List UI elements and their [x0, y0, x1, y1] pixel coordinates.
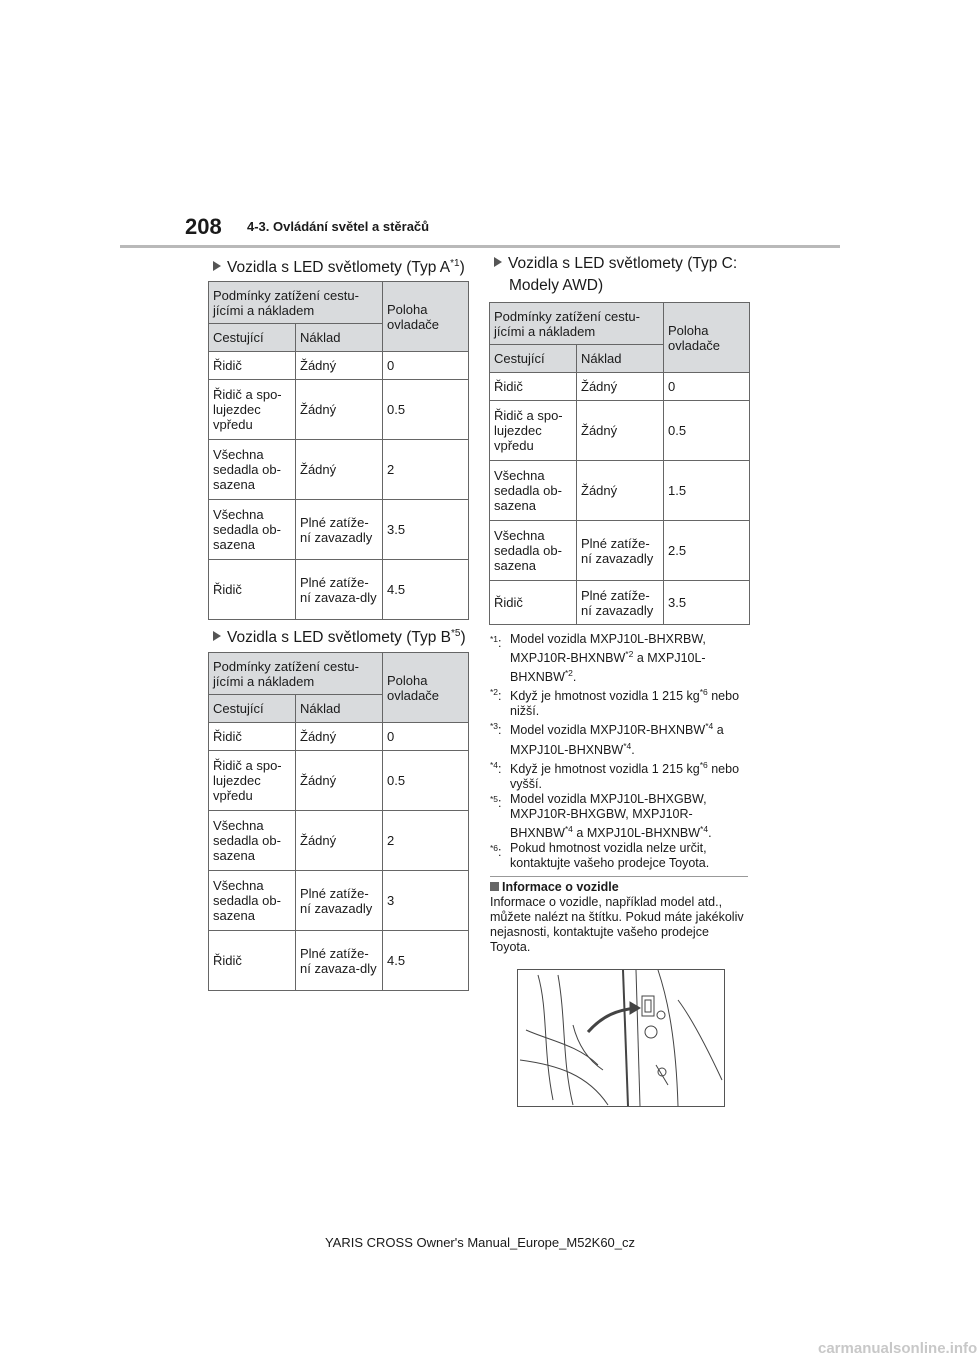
footnote-mark: $^{*1}$: [490, 634, 502, 651]
table-row [490, 401, 750, 461]
passengers-cell: Všechna sedadla ob-sazena [209, 871, 296, 931]
table-row [209, 352, 469, 380]
vehicle-label-illustration [517, 969, 725, 1107]
position-cell: 3.5 [383, 500, 469, 560]
table-b-heading: Vozidla s LED světlomety (Typ $B^{*5}$) [213, 623, 466, 649]
info-title: Informace o vozidle [502, 880, 619, 894]
load-cell: Plné zatíže-ní zavazadly [296, 871, 383, 931]
page-number: 208 [185, 214, 222, 239]
load-cell: Žádný [296, 440, 383, 500]
load-cell: Plné zatíže-ní zavaza-dly [296, 560, 383, 620]
triangle-bullet-icon [213, 631, 221, 641]
position-cell: 2.5 [664, 521, 750, 581]
table-row [209, 723, 469, 751]
load-cell: Žádný [296, 352, 383, 380]
header-row [209, 282, 469, 324]
col-passengers-header: Cestující [209, 324, 296, 352]
passengers-cell: Všechna sedadla ob-sazena [209, 500, 296, 560]
table-a [208, 281, 469, 620]
position-cell: 4.5 [383, 931, 469, 991]
col-position-header: Poloha ovladače [383, 653, 469, 723]
position-cell: 0 [383, 723, 469, 751]
table-c-heading: Vozidla s LED světlomety (Typ C: Modely AWD) [494, 253, 737, 297]
footnote-mark: $^{*2}$: [490, 687, 502, 704]
table-row [209, 931, 469, 991]
col-position-header: Poloha ovladače [383, 282, 469, 352]
table-row [209, 811, 469, 871]
position-cell: 1.5 [664, 461, 750, 521]
position-cell: 2 [383, 811, 469, 871]
footnote: $^{*1}$: Model vozidla MXPJ10L-BHXRBW, MXPJ10R-BHXNBW$^{*2}$ a MXPJ10L-BHXNBW$^{*2}$. [490, 632, 706, 685]
load-cell: Žádný [296, 811, 383, 871]
footnote: $^{*5}$: Model vozidla MXPJ10L-BHXGBW, MXPJ10R-BHXGBW, MXPJ10R-BHXNBW$^{*4}$ a MXPJ10L-BHXNBW$^{*4}$. [490, 791, 712, 841]
col-load-header: Náklad [577, 345, 664, 373]
watermark: carmanualsonline.info [818, 1340, 977, 1357]
passengers-cell: Řidič [209, 560, 296, 620]
vehicle-info [490, 880, 752, 955]
footnotes [490, 632, 752, 871]
passengers-cell: Všechna sedadla ob-sazena [209, 440, 296, 500]
position-cell: 0.5 [383, 751, 469, 811]
col-load-header: Náklad [296, 695, 383, 723]
passengers-cell: Všechna sedadla ob-sazena [209, 811, 296, 871]
col-passengers-header: Cestující [209, 695, 296, 723]
passengers-cell: Řidič a spo-lujezdec vpředu [209, 380, 296, 440]
footnote: $^{*2}$: Když je hmotnost vozidla 1 215 $kg^{*6}$ nebo nižší. [490, 687, 740, 719]
info-body: Informace o vozidle, například model atd., můžete nalézt na štítku. Pokud máte jakékoliv nejasnosti, kontaktujte vašeho prodejce Toyota. [490, 895, 744, 954]
table-row [209, 380, 469, 440]
col-load-header: Náklad [296, 324, 383, 352]
table-row [209, 560, 469, 620]
load-cell: Žádný [296, 723, 383, 751]
table-row [209, 440, 469, 500]
load-cell: Plné zatíže-ní zavazadly [296, 500, 383, 560]
footnote-mark: $^{*3}$: [490, 721, 502, 738]
position-cell: 0 [383, 352, 469, 380]
square-bullet-icon [490, 882, 499, 891]
table-b [208, 652, 469, 991]
passengers-cell: Všechna sedadla ob-sazena [490, 521, 577, 581]
load-cell: Žádný [577, 373, 664, 401]
passengers-cell: Řidič [209, 931, 296, 991]
footnote-mark: $^{*5}$: [490, 793, 502, 811]
footnote-mark: $^{*4}$: [490, 759, 502, 776]
table-row [490, 373, 750, 401]
passengers-cell: Řidič a spo-lujezdec vpředu [209, 751, 296, 811]
col-position-header: Poloha ovladače [664, 303, 750, 373]
header-row [490, 303, 750, 345]
table-a-heading: Vozidla s LED světlomety (Typ $A^{*1}$) [213, 253, 465, 279]
passengers-cell: Řidič [490, 373, 577, 401]
passengers-cell: Řidič a spo-lujezdec vpředu [490, 401, 577, 461]
position-cell: 0 [664, 373, 750, 401]
footnote: $^{*3}$: Model vozidla MXPJ10R-BHXNBW$^{*4}$ a MXPJ10L-BHXNBW$^{*4}$. [490, 721, 724, 757]
passengers-cell: Řidič [209, 352, 296, 380]
table-row [209, 751, 469, 811]
position-cell: 3.5 [664, 581, 750, 625]
footnote: $^{*6}$: Pokud hmotnost vozidla nelze určit, kontaktujte vašeho prodejce Toyota. [490, 841, 710, 871]
passengers-cell: Řidič [209, 723, 296, 751]
position-cell: 3 [383, 871, 469, 931]
table-row [490, 521, 750, 581]
load-cell: Žádný [296, 380, 383, 440]
load-cell: Žádný [577, 401, 664, 461]
col-group-header: Podmínky zatížení cestu-jícími a nákladem [490, 303, 664, 345]
header-divider [120, 245, 840, 248]
col-group-header: Podmínky zatížení cestu-jícími a nákladem [209, 282, 383, 324]
load-cell: Plné zatíže-ní zavazadly [577, 521, 664, 581]
position-cell: 4.5 [383, 560, 469, 620]
info-divider [490, 876, 748, 877]
table-row [209, 500, 469, 560]
table-row [209, 871, 469, 931]
table-row [490, 581, 750, 625]
header-row [209, 653, 469, 695]
position-cell: 2 [383, 440, 469, 500]
table-c [489, 302, 750, 625]
triangle-bullet-icon [213, 261, 221, 271]
passengers-cell: Řidič [490, 581, 577, 625]
footer-text: YARIS CROSS Owner's Manual_Europe_M52K60_cz [324, 1235, 636, 1250]
position-cell: 0.5 [383, 380, 469, 440]
footnote-mark: $^{*6}$: [490, 843, 502, 860]
footnote: $^{*4}$: Když je hmotnost vozidla 1 215 $kg^{*6}$ nebo vyšší. [490, 759, 740, 791]
passengers-cell: Všechna sedadla ob-sazena [490, 461, 577, 521]
load-cell: Žádný [577, 461, 664, 521]
col-passengers-header: Cestující [490, 345, 577, 373]
table-row [490, 461, 750, 521]
section-title: 4-3. Ovládání světel a stěračů [247, 219, 430, 234]
load-cell: Plné zatíže-ní zavaza-dly [296, 931, 383, 991]
position-cell: 0.5 [664, 401, 750, 461]
load-cell: Plné zatíže-ní zavazadly [577, 581, 664, 625]
triangle-bullet-icon [494, 257, 502, 267]
col-group-header: Podmínky zatížení cestu-jícími a nákladem [209, 653, 383, 695]
load-cell: Žádný [296, 751, 383, 811]
